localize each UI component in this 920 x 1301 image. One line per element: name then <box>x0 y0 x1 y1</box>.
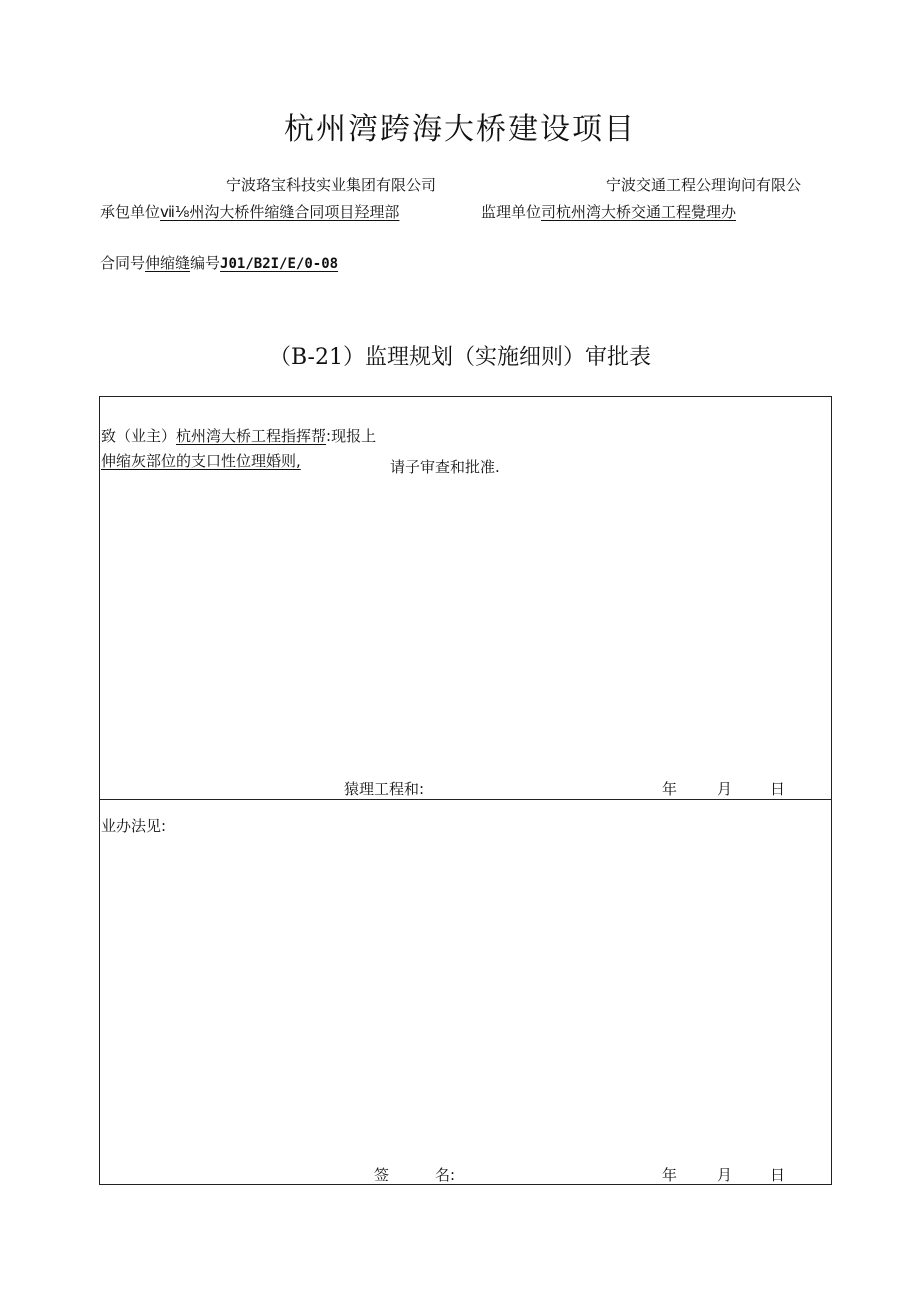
supervisor-line <box>481 201 736 222</box>
contractor-company: 宁波珞宝科技实业集团有限公司 <box>226 176 437 194</box>
form-code: （B-21） <box>268 345 365 370</box>
supervisor-label: 监理单位 <box>481 203 542 221</box>
supervisor-engineer-label: 猿理工程和: <box>344 780 425 798</box>
opinion-section <box>99 798 832 1185</box>
contractor-value: ⅶ⅛州沟大桥件缩缝合同项目羟理部 <box>160 203 400 221</box>
project-title: 杭州湾跨海大桥建设项目 <box>284 112 636 147</box>
form-title-text: 监理规划（实施细则）审批表 <box>365 345 652 370</box>
supervisor-value: 司杭州湾大桥交通工程覺理办 <box>541 203 737 221</box>
addressee-prefix: 致（业主） <box>101 427 177 445</box>
date-day: 日 <box>770 780 786 798</box>
date-day-2: 日 <box>770 1166 786 1184</box>
contractor-line <box>100 201 399 222</box>
date-month-2: 月 <box>717 1166 733 1184</box>
number-label: 编号 <box>190 254 221 272</box>
contract-value: 伸缩缝 <box>145 254 191 272</box>
addressee-suffix: :现报上 <box>326 427 377 445</box>
addressee-line <box>101 425 376 446</box>
contract-line <box>100 252 338 273</box>
contractor-label: 承包单位 <box>100 203 161 221</box>
contract-label: 合同号 <box>100 254 146 272</box>
form-title <box>0 340 920 371</box>
addressee-owner: 杭州湾大桥工程指挥帮 <box>176 427 327 445</box>
date-year-2: 年 <box>662 1166 678 1184</box>
owner-opinion-label: 业办法见: <box>101 817 167 835</box>
request-text: 请子审查和批准. <box>390 458 500 476</box>
submitted-item: 伸缩灰部位的支口性位理婚则, <box>101 452 301 470</box>
date-year: 年 <box>662 780 678 798</box>
signature-label-2: 名: <box>435 1166 456 1184</box>
signature-label-1: 签 <box>374 1166 390 1184</box>
date-month: 月 <box>717 780 733 798</box>
number-value: J01/B2I/E/0-08 <box>220 256 339 272</box>
supervisor-company: 宁波交通工程公理询问有限公 <box>606 176 802 194</box>
